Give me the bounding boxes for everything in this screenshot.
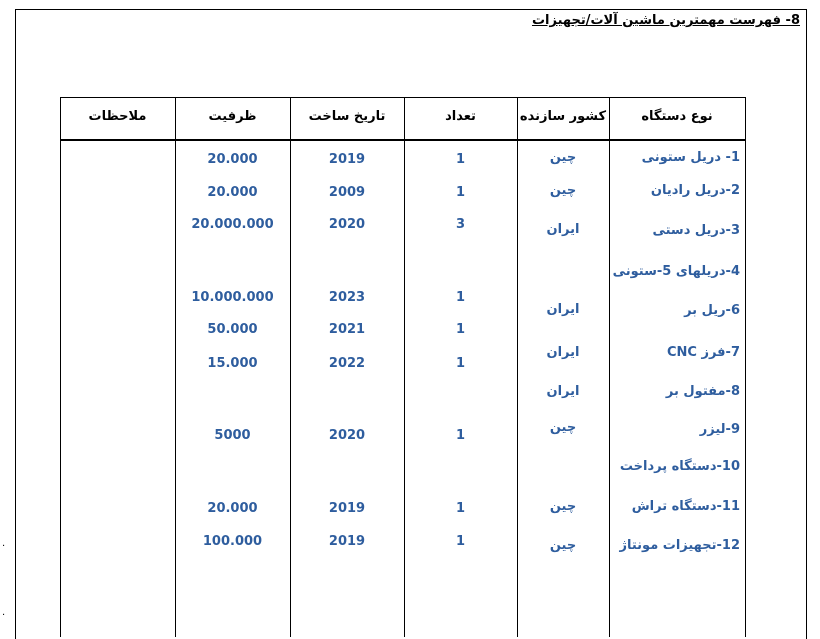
cell-device: 3-دریل دستی — [652, 223, 740, 238]
header-notes: ملاحظات — [88, 109, 147, 124]
header-count: تعداد — [445, 109, 476, 124]
margin-dot: · — [2, 541, 6, 552]
cell-capacity: 15.000 — [207, 356, 258, 371]
cell-count: 1 — [455, 356, 466, 371]
table-border — [745, 97, 746, 637]
cell-device: 11-دستگاه تراش — [631, 499, 740, 514]
cell-year: 2009 — [328, 185, 366, 200]
margin-dot: · — [2, 610, 6, 621]
cell-country: چین — [549, 499, 577, 514]
cell-capacity: 100.000 — [202, 534, 263, 549]
cell-capacity: 10.000.000 — [191, 290, 274, 305]
cell-country: ایران — [546, 384, 580, 399]
cell-device: 9-لیزر — [699, 422, 740, 437]
cell-year: 2022 — [328, 356, 366, 371]
cell-device: 2-دریل رادیان — [650, 183, 740, 198]
cell-capacity: 50.000 — [207, 322, 258, 337]
section-heading: 8- فهرست مهمترین ماشین آلات/تجهیزات — [531, 13, 800, 28]
cell-country: ایران — [546, 302, 580, 317]
cell-count: 1 — [455, 152, 466, 167]
cell-device: 8-مفتول بر — [665, 384, 740, 399]
header-capacity: ظرفیت — [208, 109, 257, 124]
cell-capacity: 20.000 — [207, 501, 258, 516]
cell-country: ایران — [546, 345, 580, 360]
cell-country: چین — [549, 538, 577, 553]
table-border — [60, 97, 61, 637]
cell-year: 2020 — [328, 217, 366, 232]
cell-country: چین — [549, 183, 577, 198]
cell-device: 1- دریل ستونی — [641, 150, 740, 165]
header-country: کشور سازنده — [519, 109, 607, 124]
cell-year: 2019 — [328, 152, 366, 167]
cell-count: 3 — [455, 217, 466, 232]
cell-capacity: 20.000.000 — [191, 217, 274, 232]
cell-count: 1 — [455, 428, 466, 443]
cell-country: چین — [549, 420, 577, 435]
column-divider — [517, 97, 518, 637]
cell-capacity: 5000 — [214, 428, 251, 443]
cell-year: 2023 — [328, 290, 366, 305]
cell-count: 1 — [455, 534, 466, 549]
cell-country: ایران — [546, 222, 580, 237]
cell-count: 1 — [455, 322, 466, 337]
cell-device: 10-دستگاه پرداخت — [619, 459, 740, 474]
cell-year: 2021 — [328, 322, 366, 337]
cell-year: 2019 — [328, 501, 366, 516]
cell-year: 2019 — [328, 534, 366, 549]
cell-device: 4-دریلهای 5-ستونی — [612, 264, 740, 279]
cell-count: 1 — [455, 185, 466, 200]
cell-capacity: 20.000 — [207, 185, 258, 200]
cell-device: 7-فرز CNC — [666, 345, 740, 360]
cell-capacity: 20.000 — [207, 152, 258, 167]
cell-country: چین — [549, 150, 577, 165]
cell-device: 12-تجهیزات مونتاژ — [619, 538, 740, 553]
cell-device: 6-ریل بر — [684, 303, 740, 318]
cell-count: 1 — [455, 501, 466, 516]
column-divider — [609, 97, 610, 637]
cell-count: 1 — [455, 290, 466, 305]
cell-year: 2020 — [328, 428, 366, 443]
header-year: تاریخ ساخت — [308, 109, 386, 124]
header-device: نوع دستگاه — [641, 109, 713, 124]
